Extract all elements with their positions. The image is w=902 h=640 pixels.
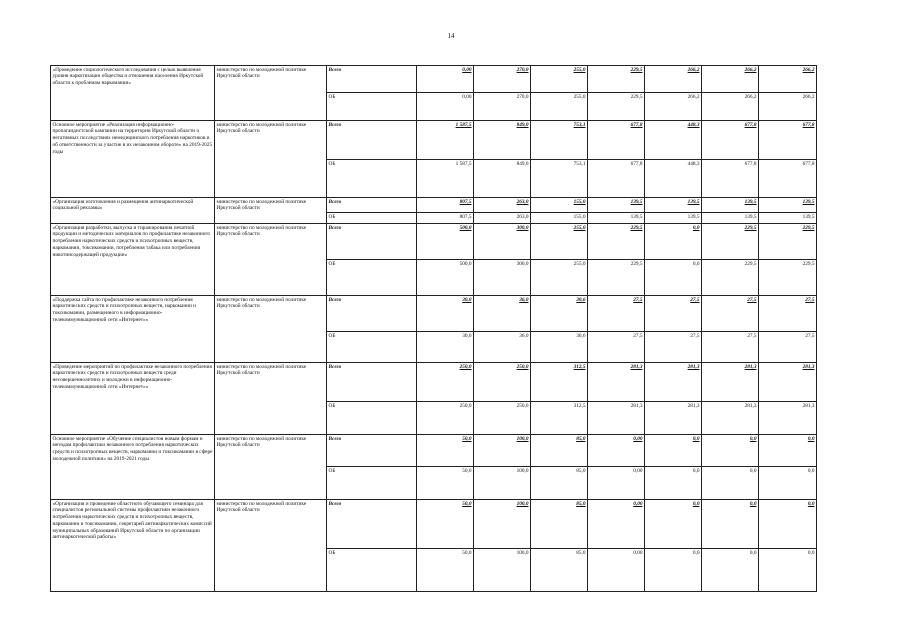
table-row-total <box>51 363 817 402</box>
funding-source-total: Всего <box>327 66 417 93</box>
ob-value-cell: 30,6 <box>531 332 588 363</box>
total-value-cell: 0,00 <box>417 66 474 93</box>
total-value-cell: 229,5 <box>759 224 817 260</box>
ob-value-cell: 263,0 <box>474 213 531 224</box>
total-value-cell: 229,5 <box>588 224 645 260</box>
total-value-cell: 263,0 <box>474 198 531 213</box>
total-value-cell: 139,5 <box>588 198 645 213</box>
ob-value-cell: 155,0 <box>531 213 588 224</box>
ob-value-cell: 255,0 <box>531 260 588 296</box>
funding-source-total: Всего <box>327 198 417 213</box>
responsible-executor: министерство по молодежной политике Иркутской области <box>215 198 327 224</box>
funding-source-total: Всего <box>327 121 417 160</box>
total-value-cell: 677,8 <box>702 121 759 160</box>
total-value-cell: 266,2 <box>759 66 817 93</box>
total-value-cell: 100,0 <box>474 500 531 549</box>
total-value-cell: 281,3 <box>588 363 645 402</box>
ob-value-cell: 36,0 <box>474 332 531 363</box>
total-value-cell: 30,0 <box>417 296 474 332</box>
total-value-cell: 0,0 <box>645 500 702 549</box>
ob-value-cell: 30,0 <box>417 332 474 363</box>
total-value-cell: 85,0 <box>531 500 588 549</box>
ob-value-cell: 85,0 <box>531 467 588 500</box>
total-value-cell: 448,3 <box>645 121 702 160</box>
funding-source-ob: ОБ <box>327 402 417 435</box>
total-value-cell: 27,5 <box>645 296 702 332</box>
ob-value-cell: 100,0 <box>474 549 531 592</box>
ob-value-cell: 229,5 <box>588 260 645 296</box>
total-value-cell: 139,5 <box>702 198 759 213</box>
table-row-total <box>51 435 817 467</box>
ob-value-cell: 753,1 <box>531 160 588 198</box>
total-value-cell: 281,3 <box>645 363 702 402</box>
ob-value-cell: 807,5 <box>417 213 474 224</box>
ob-value-cell: 281,3 <box>702 402 759 435</box>
total-value-cell: 312,5 <box>531 363 588 402</box>
responsible-executor: министерство по молодежной политике Иркутской области <box>215 500 327 592</box>
ob-value-cell: 27,5 <box>702 332 759 363</box>
responsible-executor: министерство по молодежной политике Иркутской области <box>215 296 327 363</box>
ob-value-cell: 0,0 <box>759 549 817 592</box>
ob-value-cell: 312,5 <box>531 402 588 435</box>
page-number: 14 <box>447 32 455 40</box>
total-value-cell: 0,0 <box>702 435 759 467</box>
total-value-cell: 85,0 <box>531 435 588 467</box>
total-value-cell: 0,0 <box>645 224 702 260</box>
ob-value-cell: 229,5 <box>759 260 817 296</box>
ob-value-cell: 100,0 <box>474 467 531 500</box>
total-value-cell: 255,0 <box>531 66 588 93</box>
ob-value-cell: 849,0 <box>474 160 531 198</box>
budget-table <box>50 65 817 592</box>
measure-description: «Проведение мероприятий по профилактике незаконного потребления наркотических средств и психотропных веществ среди несовершеннолетних и молодежи в информационно-телекоммуникационной сети «Интернет»» <box>51 363 215 435</box>
ob-value-cell: 1 587,5 <box>417 160 474 198</box>
ob-value-cell: 281,3 <box>588 402 645 435</box>
measure-description: «Организация изготовления и размещения антинаркотической социальной рекламы» <box>51 198 215 224</box>
ob-value-cell: 250,0 <box>417 402 474 435</box>
total-value-cell: 266,2 <box>702 66 759 93</box>
measure-description: «Организация разработки, выпуска и тиражирования печатной продукции и методических материалов по профилактике незаконного потребления наркотических средств и психотропных веществ, наркомании, токсикомании, потребления табака или потребления никотинсодержащей продукции» <box>51 224 215 296</box>
funding-source-ob: ОБ <box>327 93 417 121</box>
measure-description: «Организация и проведение областного обучающего семинара для специалистов региональной системы профилактики незаконного потребления наркотических средств и психотропных веществ, наркомании и токсикомании, секретарей антинаркотических комиссий муниципальных образований Иркутской области по организации антинаркотической работы» <box>51 500 215 592</box>
ob-value-cell: 229,5 <box>702 260 759 296</box>
total-value-cell: 50,0 <box>417 435 474 467</box>
funding-source-ob: ОБ <box>327 213 417 224</box>
ob-value-cell: 139,5 <box>588 213 645 224</box>
funding-source-ob: ОБ <box>327 260 417 296</box>
total-value-cell: 500,0 <box>417 224 474 260</box>
ob-value-cell: 0,00 <box>417 93 474 121</box>
measure-description: «Проведение социологического исследования с целью выявления уровня наркотизации общества и отношения населения Иркутской области к проблемам наркомании» <box>51 66 215 121</box>
ob-value-cell: 139,5 <box>645 213 702 224</box>
total-value-cell: 36,0 <box>474 296 531 332</box>
ob-value-cell: 677,8 <box>759 160 817 198</box>
table-row-total <box>51 500 817 549</box>
total-value-cell: 0,0 <box>702 500 759 549</box>
ob-value-cell: 266,2 <box>645 93 702 121</box>
total-value-cell: 30,6 <box>531 296 588 332</box>
total-value-cell: 849,0 <box>474 121 531 160</box>
total-value-cell: 229,5 <box>702 224 759 260</box>
total-value-cell: 0,0 <box>645 435 702 467</box>
ob-value-cell: 27,5 <box>759 332 817 363</box>
total-value-cell: 139,5 <box>645 198 702 213</box>
table-row-total <box>51 121 817 160</box>
funding-source-ob: ОБ <box>327 549 417 592</box>
ob-value-cell: 250,0 <box>474 402 531 435</box>
total-value-cell: 281,3 <box>759 363 817 402</box>
ob-value-cell: 677,8 <box>702 160 759 198</box>
table-row-total <box>51 198 817 213</box>
funding-source-total: Всего <box>327 224 417 260</box>
ob-value-cell: 229,5 <box>588 93 645 121</box>
budget-table-body <box>51 66 817 592</box>
ob-value-cell: 281,3 <box>645 402 702 435</box>
ob-value-cell: 677,8 <box>588 160 645 198</box>
ob-value-cell: 281,3 <box>759 402 817 435</box>
total-value-cell: 155,0 <box>531 198 588 213</box>
total-value-cell: 677,8 <box>759 121 817 160</box>
responsible-executor: министерство по молодежной политике Иркутской области <box>215 363 327 435</box>
total-value-cell: 139,5 <box>759 198 817 213</box>
ob-value-cell: 255,0 <box>531 93 588 121</box>
funding-source-ob: ОБ <box>327 467 417 500</box>
ob-value-cell: 0,0 <box>702 467 759 500</box>
funding-source-total: Всего <box>327 363 417 402</box>
ob-value-cell: 27,5 <box>645 332 702 363</box>
measure-description: Основное мероприятие «Обучение специалистов новым формам и методам профилактики незаконного потребления наркотических средств и психотропных веществ, наркомании и токсикомании в сфере молодежной политики» на 2019-2021 годы <box>51 435 215 500</box>
total-value-cell: 27,5 <box>588 296 645 332</box>
ob-value-cell: 0,0 <box>645 549 702 592</box>
funding-source-total: Всего <box>327 296 417 332</box>
total-value-cell: 270,0 <box>474 66 531 93</box>
ob-value-cell: 266,2 <box>759 93 817 121</box>
ob-value-cell: 0,0 <box>759 467 817 500</box>
table-row-total <box>51 66 817 93</box>
ob-value-cell: 0,00 <box>588 467 645 500</box>
total-value-cell: 100,0 <box>474 435 531 467</box>
funding-source-ob: ОБ <box>327 160 417 198</box>
responsible-executor: министерство по молодежной политике Иркутской области <box>215 121 327 198</box>
ob-value-cell: 500,0 <box>417 260 474 296</box>
table-row-total <box>51 224 817 260</box>
total-value-cell: 300,0 <box>474 224 531 260</box>
total-value-cell: 0,00 <box>588 500 645 549</box>
total-value-cell: 677,8 <box>588 121 645 160</box>
total-value-cell: 50,0 <box>417 500 474 549</box>
total-value-cell: 1 587,5 <box>417 121 474 160</box>
ob-value-cell: 139,5 <box>702 213 759 224</box>
total-value-cell: 255,0 <box>531 224 588 260</box>
total-value-cell: 0,0 <box>759 500 817 549</box>
ob-value-cell: 85,0 <box>531 549 588 592</box>
total-value-cell: 281,3 <box>702 363 759 402</box>
total-value-cell: 27,5 <box>702 296 759 332</box>
ob-value-cell: 270,0 <box>474 93 531 121</box>
total-value-cell: 229,5 <box>588 66 645 93</box>
funding-source-ob: ОБ <box>327 332 417 363</box>
measure-description: «Поддержка сайта по профилактике незаконного потребления наркотических средств и психотропных веществ, наркомании и токсикомании, размещенного в информационно-телекоммуникационной сети «Интернет»» <box>51 296 215 363</box>
ob-value-cell: 50,0 <box>417 467 474 500</box>
total-value-cell: 250,0 <box>474 363 531 402</box>
total-value-cell: 807,5 <box>417 198 474 213</box>
total-value-cell: 27,5 <box>759 296 817 332</box>
responsible-executor: министерство по молодежной политике Иркутской области <box>215 224 327 296</box>
funding-source-total: Всего <box>327 435 417 467</box>
ob-value-cell: 300,0 <box>474 260 531 296</box>
total-value-cell: 266,2 <box>645 66 702 93</box>
total-value-cell: 250,0 <box>417 363 474 402</box>
total-value-cell: 0,00 <box>588 435 645 467</box>
ob-value-cell: 448,3 <box>645 160 702 198</box>
total-value-cell: 753,1 <box>531 121 588 160</box>
ob-value-cell: 27,5 <box>588 332 645 363</box>
measure-description: Основное мероприятие «Реализация информационно-пропагандистской кампании на территории Иркутской области о негативных последствиях немедицинского потребления наркотиков и об ответственности за участие в их незаконном обороте» на 2019-2025 годы <box>51 121 215 198</box>
ob-value-cell: 0,0 <box>645 467 702 500</box>
funding-source-total: Всего <box>327 500 417 549</box>
ob-value-cell: 0,00 <box>588 549 645 592</box>
total-value-cell: 0,0 <box>759 435 817 467</box>
responsible-executor: министерство по молодежной политике Иркутской области <box>215 435 327 500</box>
ob-value-cell: 139,5 <box>759 213 817 224</box>
ob-value-cell: 0,0 <box>645 260 702 296</box>
ob-value-cell: 0,0 <box>702 549 759 592</box>
ob-value-cell: 266,2 <box>702 93 759 121</box>
responsible-executor: министерство по молодежной политике Иркутской области <box>215 66 327 121</box>
ob-value-cell: 50,0 <box>417 549 474 592</box>
table-row-total <box>51 296 817 332</box>
